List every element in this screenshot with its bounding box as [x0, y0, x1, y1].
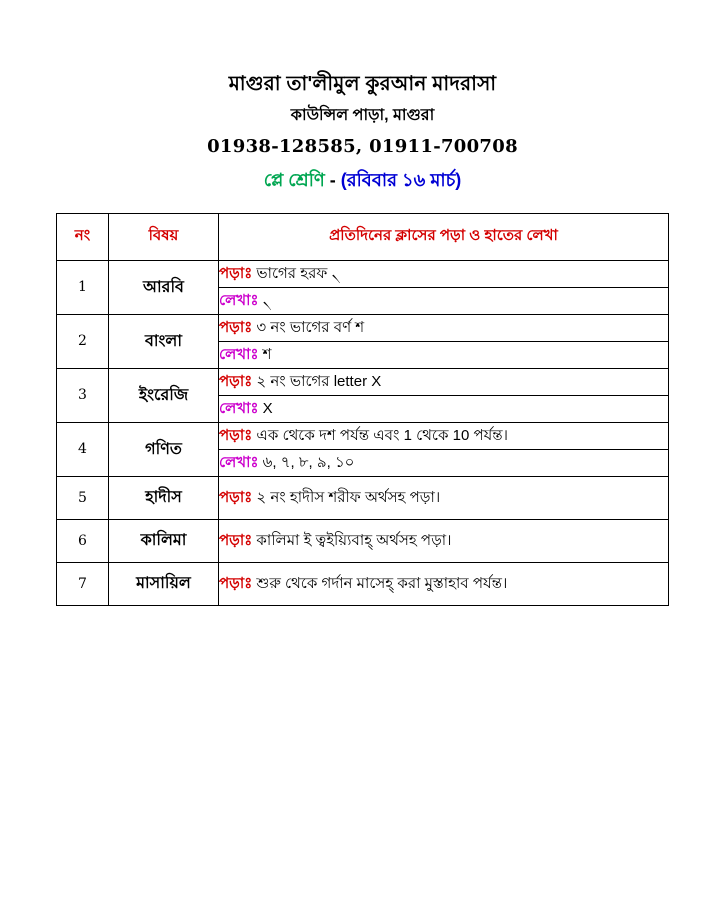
label-reading: পড়াঃ	[219, 264, 253, 282]
table-row	[57, 422, 669, 449]
cell-reading-task	[219, 314, 669, 341]
cell-reading-task	[219, 519, 669, 562]
cell-reading-task	[219, 562, 669, 605]
cell-serial-number: 6	[57, 519, 109, 562]
cell-serial-number: 7	[57, 562, 109, 605]
contact-phones: 01938-128585, 01911-700708	[207, 136, 518, 158]
cell-reading-task	[219, 476, 669, 519]
cell-reading-task	[219, 368, 669, 395]
cell-writing-task	[219, 287, 669, 314]
label-reading: পড়াঃ	[219, 318, 253, 336]
routine-date: (রবিবার ১৬ মার্চ)	[340, 170, 462, 191]
label-writing: লেখাঃ	[219, 399, 259, 417]
cell-reading-task	[219, 260, 669, 287]
cell-serial-number: 1	[57, 260, 109, 314]
table-row	[57, 476, 669, 519]
text-reading-task: শুরু থেকে গর্দান মাসেহ্ করা মুস্তাহাব পর্যন্ত।	[252, 574, 508, 592]
text-writing-task: ৬, ৭, ৮, ৯, ১০	[258, 453, 355, 471]
text-writing-task: শ	[258, 345, 272, 363]
cell-writing-task	[219, 395, 669, 422]
text-reading-task: কালিমা ই ত্বইয়্যিবাহ্ অর্থসহ পড়া।	[252, 531, 452, 549]
cell-writing-task	[219, 449, 669, 476]
cell-reading-task	[219, 422, 669, 449]
label-writing: লেখাঃ	[219, 291, 259, 309]
cell-writing-task	[219, 341, 669, 368]
routine-table	[56, 213, 669, 606]
cell-subject: বাংলা	[109, 314, 219, 368]
cell-subject: গণিত	[109, 422, 219, 476]
text-reading-task: ৩ নং ভাগের বর্ণ শ	[252, 318, 365, 336]
table-row	[57, 562, 669, 605]
label-reading: পড়াঃ	[219, 426, 253, 444]
label-reading: পড়াঃ	[219, 531, 253, 549]
table-header-row	[57, 213, 669, 260]
text-reading-task: এক থেকে দশ পর্যন্ত এবং 1 থেকে 10 পর্যন্ত।	[252, 426, 508, 444]
class-name: প্লে শ্রেণি	[263, 170, 325, 191]
column-header-subject: বিষয়	[109, 213, 219, 260]
cell-subject: মাসায়িল	[109, 562, 219, 605]
cell-serial-number: 4	[57, 422, 109, 476]
cell-serial-number: 3	[57, 368, 109, 422]
document-header	[30, 0, 695, 192]
cell-serial-number: 5	[57, 476, 109, 519]
text-reading-task: ২ নং ভাগের letter X	[252, 372, 382, 390]
label-reading: পড়াঃ	[219, 488, 253, 506]
cell-serial-number: 2	[57, 314, 109, 368]
table-row	[57, 314, 669, 341]
label-reading: পড়াঃ	[219, 372, 253, 390]
text-reading-task: ২ নং হাদীস শরীফ অর্থসহ পড়া।	[252, 488, 441, 506]
institute-address: কাউন্সিল পাড়া, মাগুরা	[290, 107, 435, 124]
table-row	[57, 260, 669, 287]
cell-subject: কালিমা	[109, 519, 219, 562]
cell-subject: ইংরেজি	[109, 368, 219, 422]
table-row	[57, 519, 669, 562]
table-body	[57, 260, 669, 605]
column-header-task: প্রতিদিনের ক্লাসের পড়া ও হাতের লেখা	[219, 213, 669, 260]
label-writing: লেখাঃ	[219, 345, 259, 363]
table-row	[57, 368, 669, 395]
cell-subject: হাদীস	[109, 476, 219, 519]
class-date-line	[30, 170, 695, 192]
institute-name: মাগুরা তা'লীমুল কুরআন মাদরাসা	[228, 73, 497, 95]
text-reading-task: ভাগের হরফ ৲	[252, 264, 341, 282]
class-date-separator: -	[329, 170, 336, 191]
label-reading: পড়াঃ	[219, 574, 253, 592]
cell-subject: আরবি	[109, 260, 219, 314]
label-writing: লেখাঃ	[219, 453, 259, 471]
text-writing-task: ৲	[258, 291, 272, 309]
column-header-no: নং	[57, 213, 109, 260]
text-writing-task: X	[258, 399, 273, 417]
